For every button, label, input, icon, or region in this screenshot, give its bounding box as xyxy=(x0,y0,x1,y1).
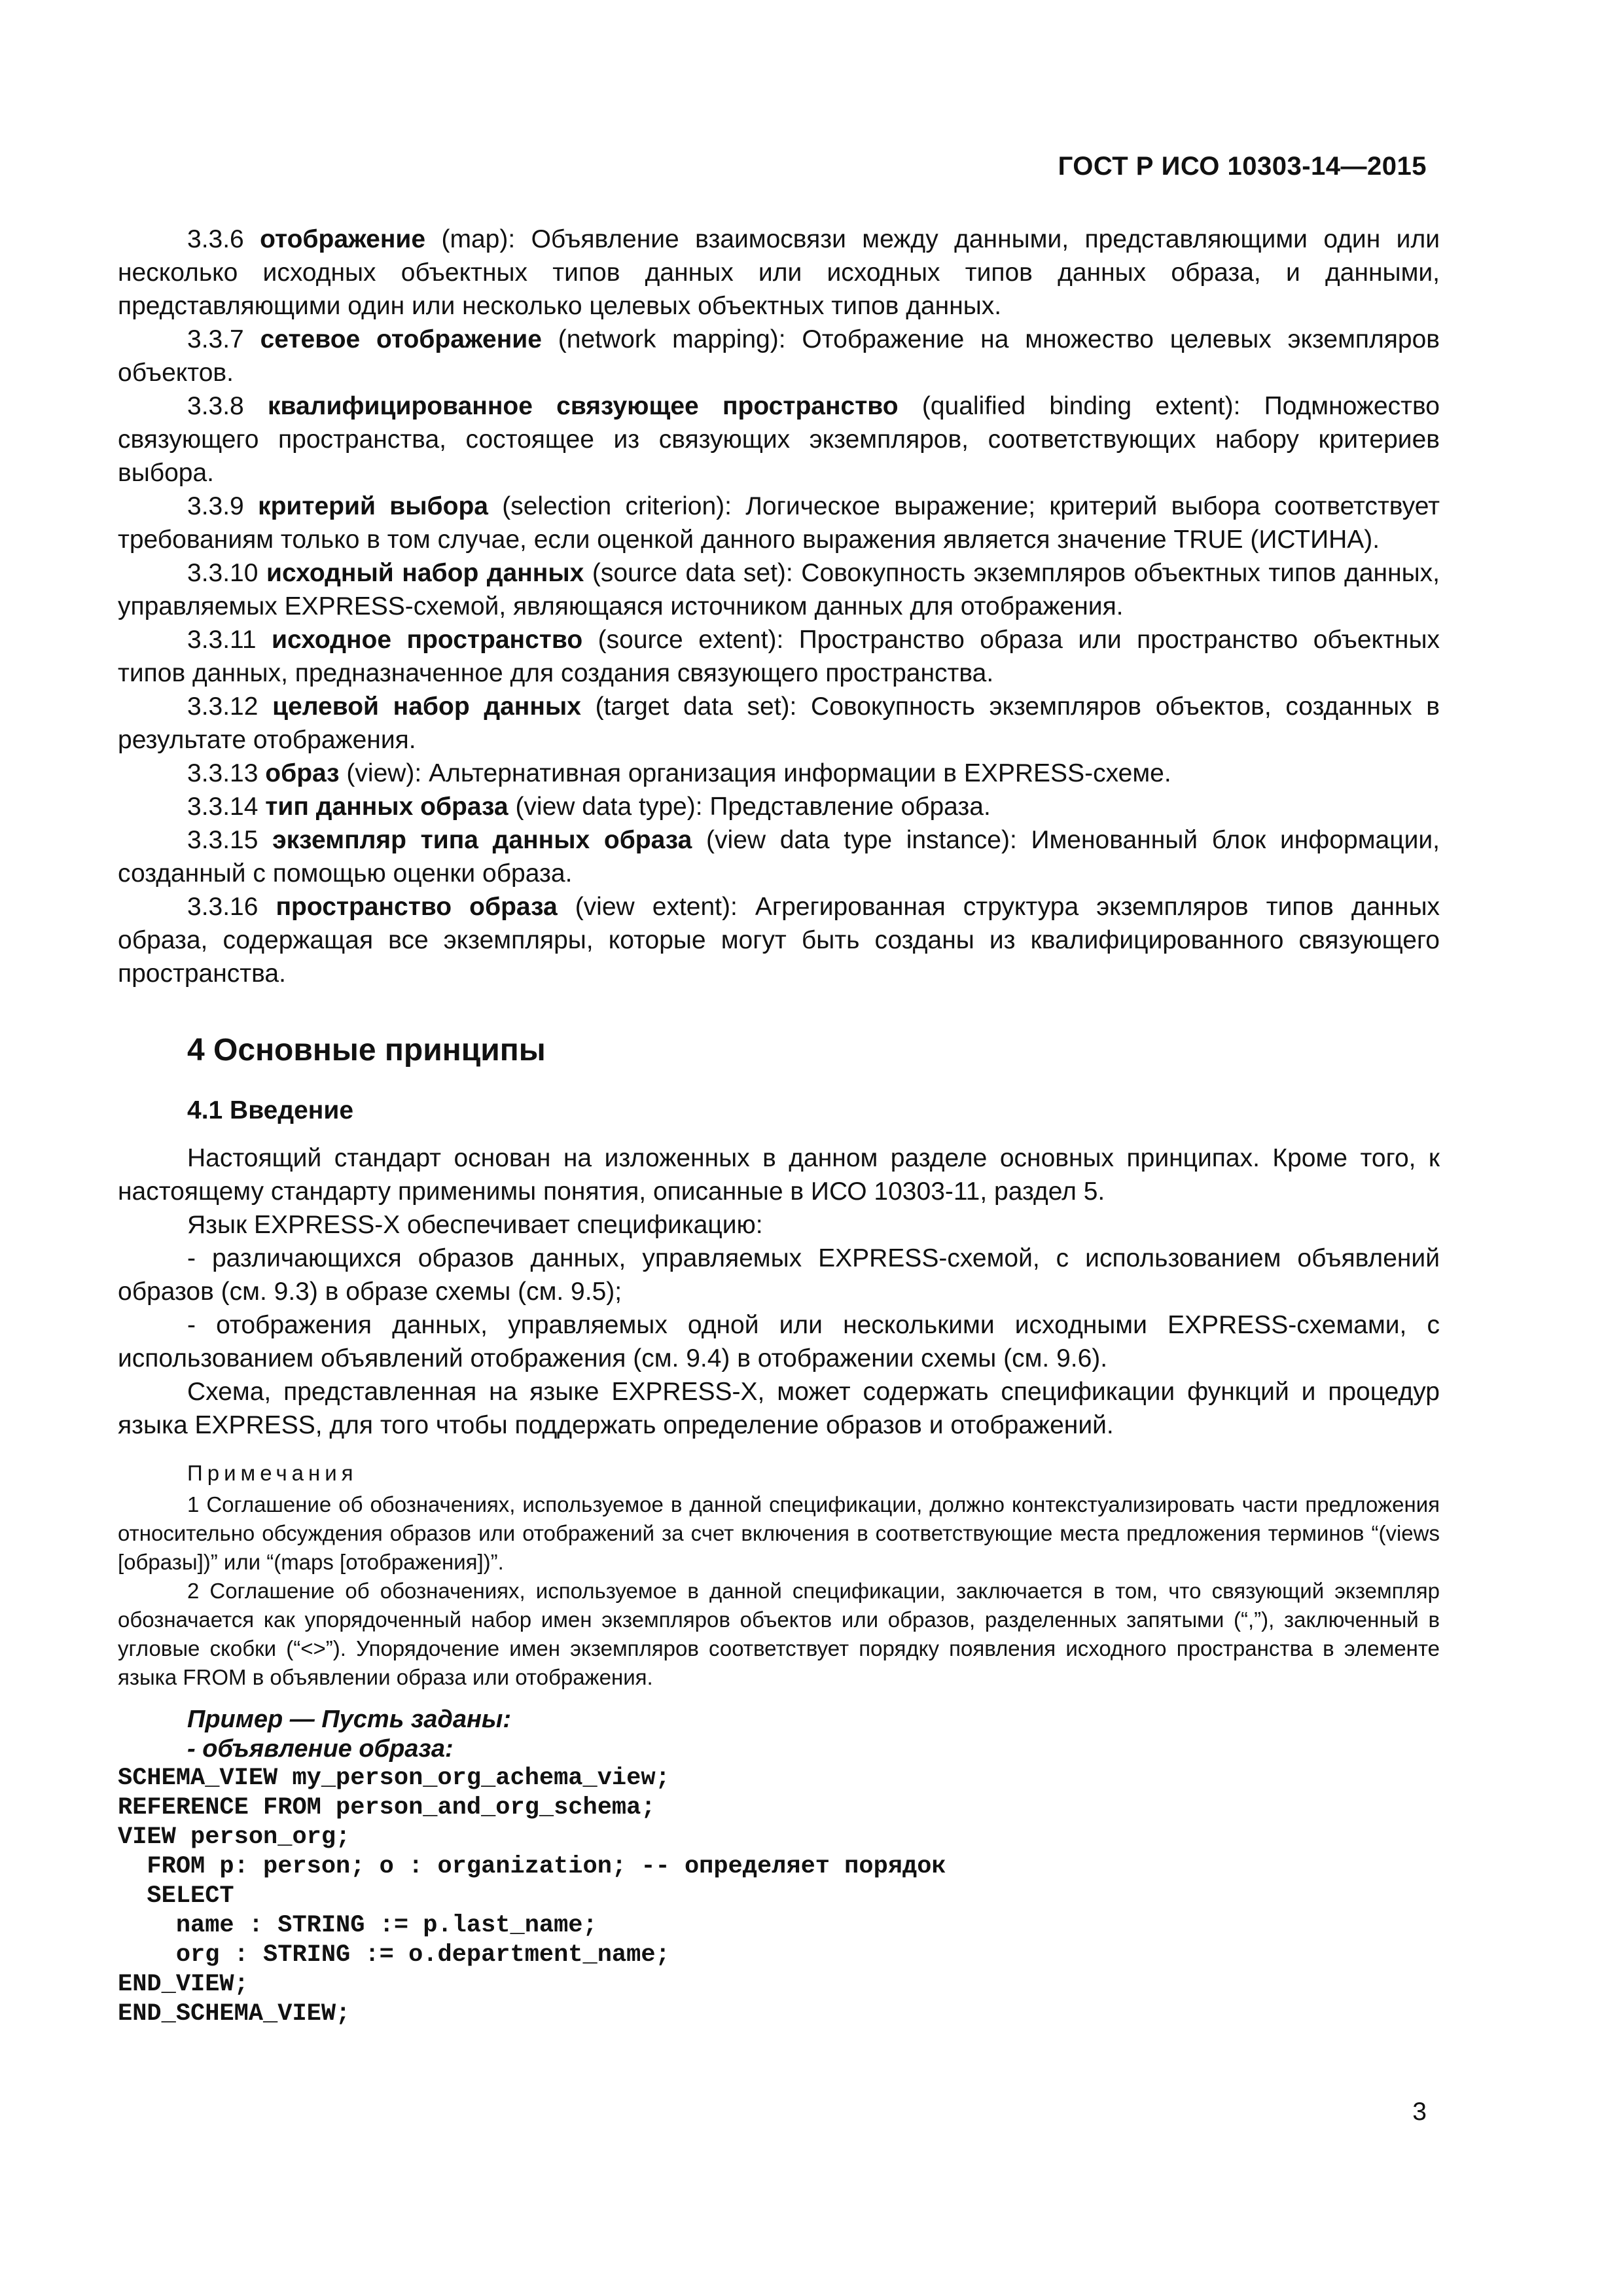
code-line: REFERENCE FROM person_and_org_schema; xyxy=(118,1794,656,1821)
page-number: 3 xyxy=(1412,2098,1427,2126)
document-header: ГОСТ Р ИСО 10303-14—2015 xyxy=(1058,152,1427,181)
definition-3-3-6: 3.3.6 отображение (map): Объявление взаимосвязи между данными, представляющими один или несколько исходных объектных типов данных или исходных типов данных образа, и данными, представляющими один или несколько целевых объектных типов данных. xyxy=(118,225,1440,320)
definition-3-3-13: 3.3.13 образ (view): Альтернативная организация информации в EXPRESS-схеме. xyxy=(187,759,1171,787)
code-block xyxy=(118,1764,1440,2029)
list-item: - различающихся образов данных, управляемых EXPRESS-схемой, с использованием объявлений образов (см. 9.3) в образе схемы (см. 9.5); xyxy=(118,1244,1440,1306)
subsection-title: 4.1 Введение xyxy=(187,1096,354,1124)
list-item: - отображения данных, управляемых одной или несколькими исходными EXPRESS-схемами, с использованием объявлений отображения (см. 9.4) в отображении схемы (см. 9.6). xyxy=(118,1311,1440,1372)
definitions-list xyxy=(118,223,1440,990)
example-heading: Пример — Пусть заданы: xyxy=(187,1706,512,1733)
definition-3-3-16: 3.3.16 пространство образа (view extent): Агрегированная структура экземпляров типов данных образа, содержащая все экземпляры, которые могут быть созданы из квалифицированного связующего пространства. xyxy=(118,893,1440,988)
section-title: 4 Основные принципы xyxy=(187,1033,546,1067)
code-line: name : STRING := p.last_name; xyxy=(118,1912,597,1939)
term: исходный набор данных xyxy=(266,559,584,587)
term: критерий выбора xyxy=(258,492,488,520)
code-line: SELECT xyxy=(118,1882,234,1910)
term: пространство образа xyxy=(276,893,558,921)
code-line: org : STRING := o.department_name; xyxy=(118,1941,670,1969)
term: квалифицированное связующее пространство xyxy=(268,392,899,420)
definition-3-3-7: 3.3.7 сетевое отображение (network mapping): Отображение на множество целевых экземпляров объектов. xyxy=(118,325,1440,387)
example-subheading: - объявление образа: xyxy=(187,1735,454,1763)
term: образ xyxy=(265,759,340,787)
code-line: FROM p: person; o : organization; -- определяет порядок xyxy=(118,1853,946,1880)
term: сетевое отображение xyxy=(260,325,542,353)
body-paragraph: Язык EXPRESS-X обеспечивает спецификацию: xyxy=(187,1211,763,1239)
body-paragraph: Схема, представленная на языке EXPRESS-X, может содержать спецификации функций и процедур языка EXPRESS, для того чтобы поддержать определение образов и отображений. xyxy=(118,1378,1440,1439)
definition-3-3-14: 3.3.14 тип данных образа (view data type): Представление образа. xyxy=(187,793,991,821)
code-line: SCHEMA_VIEW my_person_org_achema_view; xyxy=(118,1765,670,1792)
term: целевой набор данных xyxy=(272,692,581,721)
definition-3-3-8: 3.3.8 квалифицированное связующее пространство (qualified binding extent): Подмножество связующего пространства, состоящее из связующих экземпляров, соответствующих набору критериев выбора. xyxy=(118,392,1440,487)
definition-3-3-10: 3.3.10 исходный набор данных (source data set): Совокупность экземпляров объектных типов данных, управляемых EXPRESS-схемой, являющаяся источником данных для отображения. xyxy=(118,559,1440,620)
notes-title: Примечания xyxy=(187,1461,358,1485)
term: тип данных образа xyxy=(265,793,508,821)
code-line: VIEW person_org; xyxy=(118,1823,351,1851)
body-paragraph: Настоящий стандарт основан на изложенных в данном разделе основных принципах. Кроме того, к настоящему стандарту применимы понятия, описанные в ИСО 10303-11, раздел 5. xyxy=(118,1144,1440,1206)
definition-3-3-11: 3.3.11 исходное пространство (source extent): Пространство образа или пространство объектных типов данных, предназначенное для создания связующего пространства. xyxy=(118,626,1440,687)
note-2: 2 Соглашение об обозначениях, используемое в данной спецификации, заключается в том, что связующий экземпляр обозначается как упорядоченный набор имен экземпляров объектов или образов, разделенных запятыми (“,”), заключенный в угловые скобки (“<>”). Упорядочение имен экземпляров соответствует порядку появления исходного пространства в элементе языка FROM в объявлении образа или отображения. xyxy=(118,1579,1440,1689)
code-line: END_VIEW; xyxy=(118,1971,249,1998)
code-line: END_SCHEMA_VIEW; xyxy=(118,2000,351,2028)
note-1: 1 Соглашение об обозначениях, используемое в данной спецификации, должно контекстуализировать части предложения относительно обсуждения образов или отображений за счет включения в соответствующие места предложения терминов “(views [образы])” или “(maps [отображения])”. xyxy=(118,1492,1440,1574)
term: исходное пространство xyxy=(272,626,583,654)
definition-3-3-15: 3.3.15 экземпляр типа данных образа (view data type instance): Именованный блок информации, созданный с помощью оценки образа. xyxy=(118,826,1440,888)
page-content xyxy=(118,223,1440,2029)
term: экземпляр типа данных образа xyxy=(272,826,692,854)
definition-3-3-9: 3.3.9 критерий выбора (selection criterion): Логическое выражение; критерий выбора соответствует требованиям только в том случае, если оценкой данного выражения является значение TRUE (ИСТИНА). xyxy=(118,492,1440,554)
term: отображение xyxy=(260,225,426,253)
definition-3-3-12: 3.3.12 целевой набор данных (target data set): Совокупность экземпляров объектов, созданных в результате отображения. xyxy=(118,692,1440,754)
